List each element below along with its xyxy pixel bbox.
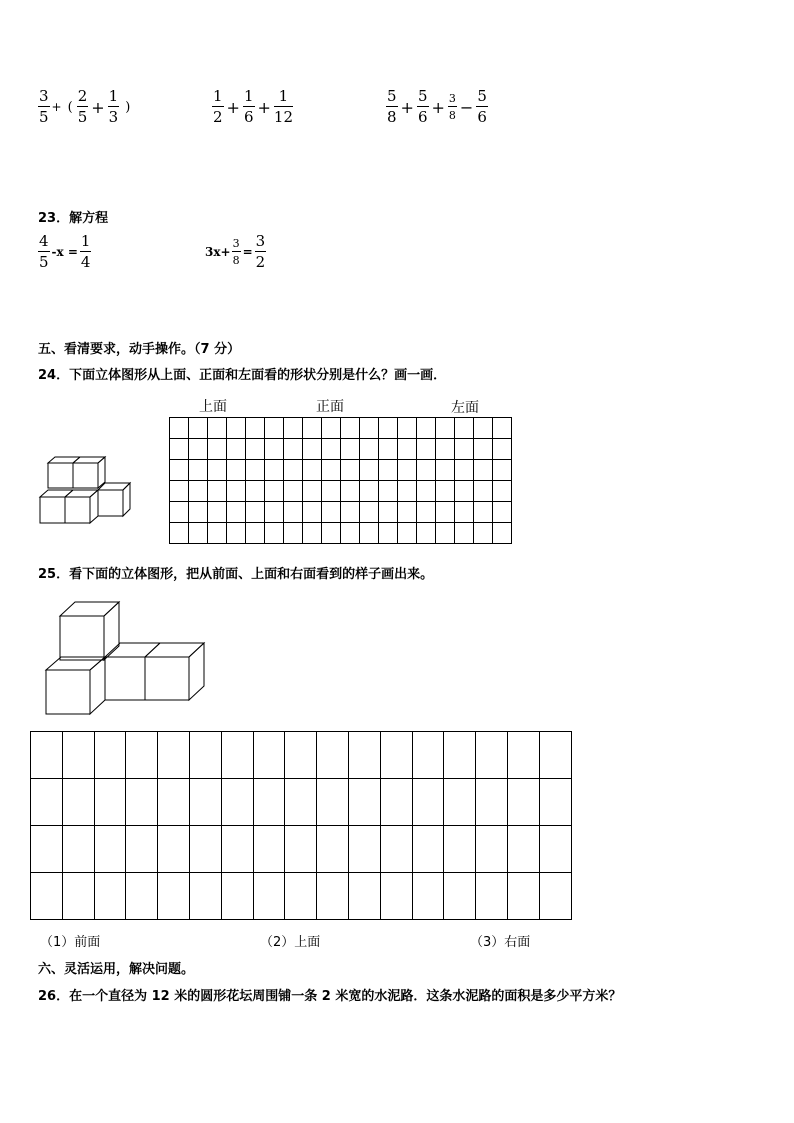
grid-cell[interactable] [360,523,379,544]
label-left-view: 左面 [451,400,479,416]
grid-cell[interactable] [507,779,539,826]
operator-plus: + [51,100,62,114]
grid-cell[interactable] [94,732,126,779]
grid-cell[interactable] [158,826,190,873]
grid-cell[interactable] [126,732,158,779]
grid-cell[interactable] [322,439,341,460]
grid-cell[interactable] [221,779,253,826]
operator-plus: + [91,97,105,117]
grid-cell[interactable] [379,523,398,544]
grid-cell[interactable] [341,481,360,502]
grid-cell[interactable] [62,873,94,920]
grid-cell[interactable] [227,502,246,523]
question-25-title: 25．看下面的立体图形，把从前面、上面和右面看到的样子画出来。 [38,567,434,582]
grid-cell[interactable] [62,732,94,779]
grid-cell[interactable] [62,779,94,826]
grid-cell[interactable] [436,439,455,460]
grid-cell[interactable] [62,826,94,873]
operator-plus: + [400,97,414,117]
grid-cell[interactable] [221,873,253,920]
grid-cell[interactable] [474,481,493,502]
grid-cell[interactable] [170,460,189,481]
grid-cell[interactable] [284,460,303,481]
grid-row [170,502,512,523]
grid-cell[interactable] [379,481,398,502]
grid-cell[interactable] [227,439,246,460]
grid-cell[interactable] [380,779,412,826]
grid-row [31,779,572,826]
grid-cell[interactable] [208,418,227,439]
fraction: $\frac{1}{2}$ [213,87,223,126]
grid-cell[interactable] [189,502,208,523]
cube [60,602,119,660]
grid-cell[interactable] [253,873,285,920]
grid-cell[interactable] [227,523,246,544]
grid-row [31,826,572,873]
grid-cell[interactable] [539,873,571,920]
grid-cell[interactable] [170,502,189,523]
fraction: $\frac{5}{6}$ [417,87,428,126]
grid-cell[interactable] [398,502,417,523]
grid-cell[interactable] [341,418,360,439]
grid-cell[interactable] [208,439,227,460]
grid-cell[interactable] [417,439,436,460]
grid-cell[interactable] [285,732,317,779]
grid-cell[interactable] [94,826,126,873]
calc-expression-2 [212,89,293,125]
fraction: $\frac{1}{12}$ [273,87,293,126]
grid-cell[interactable] [94,779,126,826]
grid-cell[interactable] [208,502,227,523]
grid-cell[interactable] [412,732,444,779]
q25-drawing-grid[interactable] [30,731,572,920]
paren-left: ( [67,99,73,115]
grid-cell[interactable] [380,732,412,779]
grid-cell[interactable] [322,481,341,502]
grid-cell[interactable] [379,502,398,523]
cube [90,643,160,714]
grid-cell[interactable] [303,523,322,544]
grid-cell[interactable] [379,460,398,481]
grid-cell[interactable] [444,826,476,873]
grid-cell[interactable] [253,826,285,873]
grid-cell[interactable] [246,439,265,460]
fraction: $\frac{3}{5}$ [39,87,49,126]
paren-right: ) [125,99,131,115]
grid-cell[interactable] [507,873,539,920]
grid-cell[interactable] [285,826,317,873]
fraction: $\frac{5}{6}$ [477,87,487,126]
grid-cell[interactable] [412,779,444,826]
fraction: $\frac{1}{6}$ [243,87,254,126]
grid-cell[interactable] [265,418,284,439]
grid-cell[interactable] [303,502,322,523]
grid-cell[interactable] [285,779,317,826]
grid-cell[interactable] [476,826,508,873]
grid-cell[interactable] [476,732,508,779]
grid-cell[interactable] [94,873,126,920]
grid-cell[interactable] [417,481,436,502]
grid-row [170,460,512,481]
grid-cell[interactable] [189,779,221,826]
grid-cell[interactable] [246,460,265,481]
grid-cell[interactable] [455,502,474,523]
grid-cell[interactable] [189,826,221,873]
grid-cell[interactable] [265,481,284,502]
grid-cell[interactable] [474,523,493,544]
grid-cell[interactable] [398,481,417,502]
grid-cell[interactable] [417,460,436,481]
grid-cell[interactable] [31,779,63,826]
fraction: $\frac{4}{5}$ [39,232,49,271]
grid-cell[interactable] [474,502,493,523]
grid-cell[interactable] [436,502,455,523]
grid-cell[interactable] [493,481,512,502]
grid-cell[interactable] [474,439,493,460]
grid-cell[interactable] [265,523,284,544]
grid-row [31,873,572,920]
grid-cell[interactable] [189,732,221,779]
operator-plus: + [431,97,445,117]
grid-cell[interactable] [398,460,417,481]
grid-cell[interactable] [476,873,508,920]
grid-cell[interactable] [341,460,360,481]
grid-cell[interactable] [317,779,349,826]
grid-cell[interactable] [246,502,265,523]
cube [46,657,105,714]
grid-cell[interactable] [158,779,190,826]
grid-cell[interactable] [246,523,265,544]
grid-cell[interactable] [31,732,63,779]
grid-cell[interactable] [348,779,380,826]
grid-cell[interactable] [474,460,493,481]
grid-cell[interactable] [265,502,284,523]
grid-row [170,523,512,544]
grid-cell[interactable] [507,826,539,873]
grid-cell[interactable] [360,460,379,481]
operator-plus: + [257,97,271,117]
fraction: $\frac{5}{8}$ [387,87,397,126]
grid-cell[interactable] [322,523,341,544]
grid-cell[interactable] [31,873,63,920]
label-top-view: 上面 [199,399,227,415]
question-24-title: 24．下面立体图形从上面、正面和左面看的形状分别是什么？画一画． [38,368,447,383]
grid-cell[interactable] [227,418,246,439]
fraction: $\frac{3}{8}$ [448,92,456,122]
grid-cell[interactable] [284,439,303,460]
grid-cell[interactable] [208,523,227,544]
grid-cell[interactable] [539,826,571,873]
grid-cell[interactable] [380,826,412,873]
grid-cell[interactable] [221,732,253,779]
grid-cell[interactable] [303,460,322,481]
fraction: $\frac{1}{4}$ [80,232,91,271]
grid-cell[interactable] [170,523,189,544]
grid-cell[interactable] [189,460,208,481]
grid-cell[interactable] [284,502,303,523]
grid-cell[interactable] [539,732,571,779]
grid-cell[interactable] [360,502,379,523]
grid-cell[interactable] [341,523,360,544]
grid-cell[interactable] [444,732,476,779]
fraction: $\frac{1}{3}$ [108,87,119,126]
grid-cell[interactable] [227,460,246,481]
grid-cell[interactable] [317,826,349,873]
q24-drawing-grid[interactable] [169,417,512,544]
equation-2 [204,234,266,270]
grid-cell[interactable] [158,873,190,920]
caption-top: （2）上面 [260,935,321,950]
grid-cell[interactable] [322,418,341,439]
grid-cell[interactable] [284,418,303,439]
fraction: $\frac{3}{8}$ [232,237,240,267]
grid-cell[interactable] [227,481,246,502]
grid-cell[interactable] [285,873,317,920]
grid-cell[interactable] [322,502,341,523]
grid-cell[interactable] [284,523,303,544]
grid-cell[interactable] [444,873,476,920]
grid-cell[interactable] [444,779,476,826]
grid-cell[interactable] [348,873,380,920]
grid-cell[interactable] [303,481,322,502]
grid-cell[interactable] [170,418,189,439]
equation-1 [38,234,91,270]
grid-cell[interactable] [398,439,417,460]
fraction: $\frac{3}{2}$ [255,232,266,271]
grid-cell[interactable] [348,732,380,779]
grid-cell[interactable] [253,732,285,779]
grid-cell[interactable] [189,481,208,502]
grid-cell[interactable] [436,460,455,481]
grid-cell[interactable] [493,418,512,439]
grid-cell[interactable] [493,523,512,544]
grid-cell[interactable] [170,481,189,502]
section-5-title: 五、看清要求，动手操作。（7 分） [38,342,241,357]
grid-row [31,732,572,779]
grid-cell[interactable] [317,873,349,920]
grid-cell[interactable] [303,439,322,460]
grid-cell[interactable] [474,418,493,439]
grid-cell[interactable] [246,481,265,502]
grid-cell[interactable] [126,826,158,873]
grid-cell[interactable] [493,502,512,523]
grid-cell[interactable] [493,439,512,460]
grid-cell[interactable] [412,873,444,920]
grid-cell[interactable] [189,439,208,460]
calc-expression-1 [38,89,136,125]
grid-cell[interactable] [348,826,380,873]
grid-row [170,418,512,439]
equation-middle: -x = [51,245,78,259]
grid-cell[interactable] [436,481,455,502]
grid-cell[interactable] [158,732,190,779]
grid-cell[interactable] [360,418,379,439]
fraction: $\frac{2}{5}$ [77,87,88,126]
grid-cell[interactable] [284,481,303,502]
grid-cell[interactable] [455,439,474,460]
grid-cell[interactable] [417,502,436,523]
grid-cell[interactable] [126,779,158,826]
grid-cell[interactable] [436,418,455,439]
grid-cell[interactable] [379,418,398,439]
cube [98,483,130,516]
cube [73,457,105,488]
grid-cell[interactable] [341,502,360,523]
grid-cell[interactable] [417,523,436,544]
grid-cell[interactable] [189,418,208,439]
grid-cell[interactable] [126,873,158,920]
section-6-title: 六、灵活运用，解决问题。 [38,962,195,977]
grid-cell[interactable] [476,779,508,826]
grid-cell[interactable] [436,523,455,544]
grid-cell[interactable] [303,418,322,439]
grid-row [170,481,512,502]
grid-cell[interactable] [317,732,349,779]
caption-front: （1）前面 [40,935,101,950]
grid-cell[interactable] [455,523,474,544]
grid-cell[interactable] [360,439,379,460]
grid-cell[interactable] [189,873,221,920]
label-front-view: 正面 [316,399,344,415]
grid-cell[interactable] [265,439,284,460]
operator-minus: − [459,97,474,117]
grid-cell[interactable] [189,523,208,544]
question-26-title: 26．在一个直径为 12 米的圆形花坛周围铺一条 2 米宽的水泥路．这条水泥路的面积是多少平方米？ [38,989,622,1004]
grid-cell[interactable] [322,460,341,481]
grid-cell[interactable] [539,779,571,826]
grid-cell[interactable] [360,481,379,502]
grid-cell[interactable] [341,439,360,460]
operator-plus: + [226,97,240,117]
grid-cell[interactable] [507,732,539,779]
cube [65,490,98,523]
grid-cell[interactable] [208,481,227,502]
grid-cell[interactable] [208,460,227,481]
grid-cell[interactable] [398,523,417,544]
grid-cell[interactable] [380,873,412,920]
question-23-title: 23．解方程 [38,211,109,226]
grid-cell[interactable] [417,418,436,439]
equation-lead: 3x+ [205,245,231,259]
grid-cell[interactable] [379,439,398,460]
cube [145,643,204,700]
grid-cell[interactable] [455,460,474,481]
calc-expression-3 [386,89,488,125]
grid-cell[interactable] [398,418,417,439]
grid-cell[interactable] [455,418,474,439]
grid-row [170,439,512,460]
grid-cell[interactable] [221,826,253,873]
grid-cell[interactable] [265,460,284,481]
grid-cell[interactable] [412,826,444,873]
grid-cell[interactable] [455,481,474,502]
equals-sign: = [242,245,253,259]
q24-solid-figure [36,452,136,526]
grid-cell[interactable] [253,779,285,826]
grid-cell[interactable] [493,460,512,481]
grid-cell[interactable] [31,826,63,873]
q25-solid-figure [44,600,208,718]
grid-cell[interactable] [246,418,265,439]
grid-cell[interactable] [170,439,189,460]
caption-right: （3）右面 [470,935,531,950]
